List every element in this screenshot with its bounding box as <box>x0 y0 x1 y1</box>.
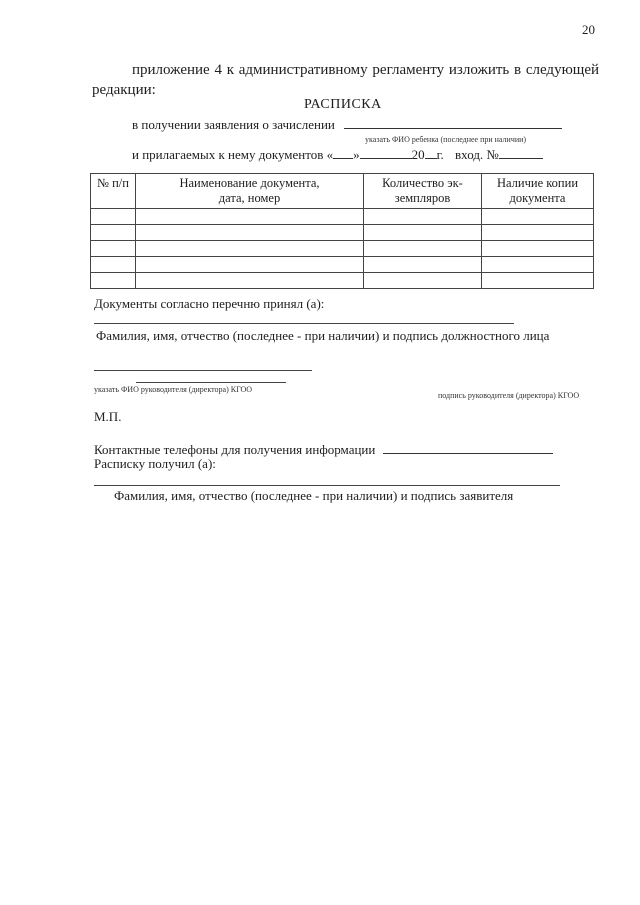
child-name-hint: указать ФИО ребенка (последнее при наличии) <box>365 135 527 144</box>
official-signature-line <box>94 323 514 324</box>
table-header-row <box>91 174 594 209</box>
header-number: № п/п <box>91 174 136 209</box>
head-name-line <box>94 370 312 371</box>
table-row <box>91 241 594 257</box>
year-suffix: г. <box>436 147 444 162</box>
header-copy-available: Наличие копии документа <box>482 174 594 209</box>
day-blank <box>333 146 353 159</box>
intro-line-2: редакции: <box>92 82 156 98</box>
documents-table <box>90 173 594 289</box>
incoming-label: вход. № <box>455 147 499 162</box>
intro-line-1: приложение 4 к административному регламенту изложить в следующей <box>132 62 600 78</box>
phones-blank <box>383 441 553 454</box>
received-label: Расписку получил (а): <box>94 456 216 471</box>
year-prefix: 20 <box>411 147 425 162</box>
header-document-name: Наименование документа, дата, номер <box>136 174 364 209</box>
table-row <box>91 209 594 225</box>
accepted-text: Документы согласно перечню принял (а): <box>94 296 325 311</box>
head-sign-hint: подпись руководителя (директора) КГОО <box>438 391 580 400</box>
child-name-blank <box>344 116 562 129</box>
table-row <box>91 257 594 273</box>
header-quantity: Количество эк- земпляров <box>364 174 482 209</box>
month-blank <box>360 146 412 159</box>
phones-label: Контактные телефоны для получения информации <box>94 442 376 457</box>
table-row <box>91 273 594 289</box>
incoming-number-blank <box>499 146 543 159</box>
head-name-line-short <box>136 382 286 383</box>
table-row <box>91 225 594 241</box>
page-number: 20 <box>582 22 595 37</box>
head-name-hint: указать ФИО руководителя (директора) КГОО <box>94 385 253 394</box>
official-caption: Фамилия, имя, отчество (последнее - при наличии) и подпись должностного лица <box>96 328 550 343</box>
year-blank <box>425 146 437 159</box>
documents-mid: » <box>353 147 360 162</box>
documents-line <box>132 146 543 163</box>
applicant-caption: Фамилия, имя, отчество (последнее - при наличии) и подпись заявителя <box>114 488 514 503</box>
documents-prefix: и прилагаемых к нему документов « <box>132 147 334 162</box>
applicant-signature-line <box>94 485 560 486</box>
stamp-label: М.П. <box>94 409 122 424</box>
application-label: в получении заявления о зачислении <box>132 117 335 132</box>
document-title: РАСПИСКА <box>304 97 382 112</box>
application-line <box>132 116 562 133</box>
